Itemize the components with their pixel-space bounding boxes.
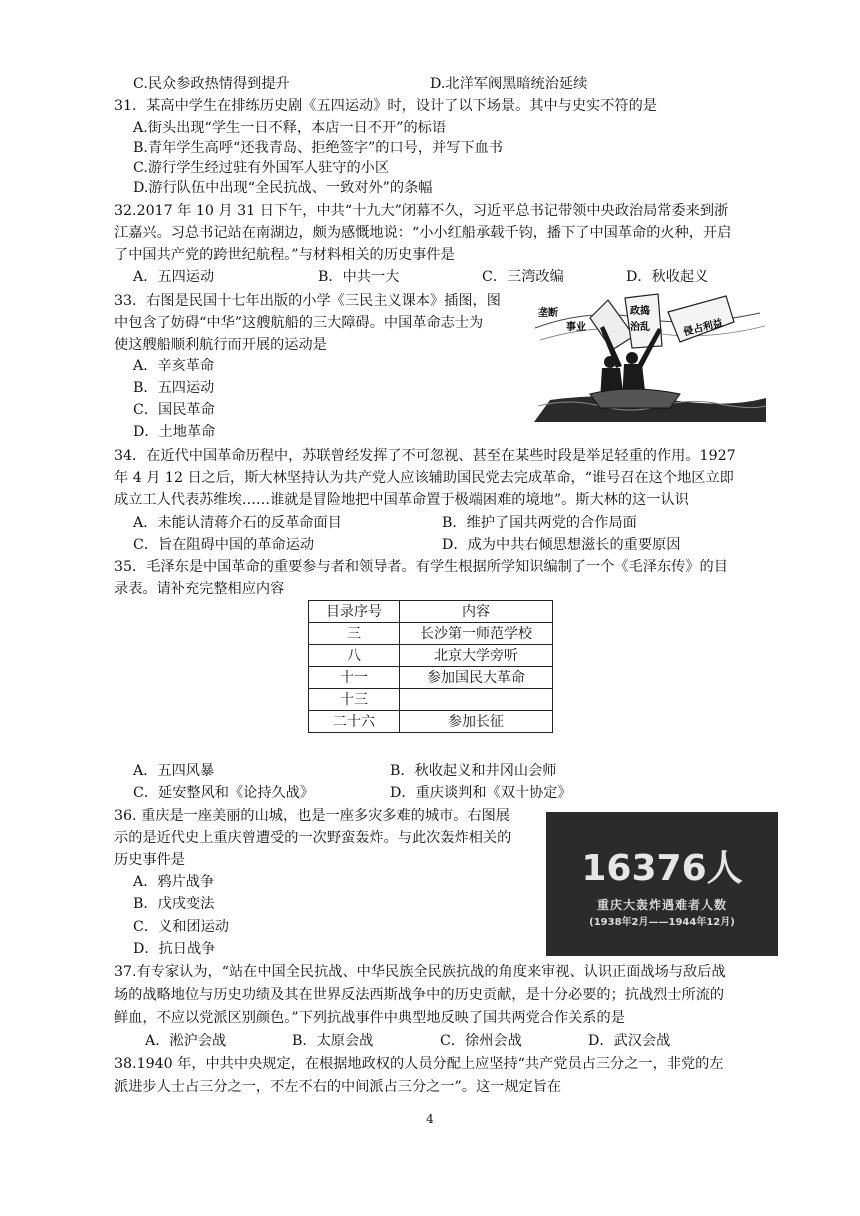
table-row [309,667,553,689]
q34-option-a: A．未能认清蒋介石的反革命面目 [133,515,342,531]
q32-line-1: 32.2017 年 10 月 31 日下午，中共“十九大”闭幕不久，习近平总书记带领中央政治局常委来到浙 [114,203,729,219]
table-cell-blank [400,689,553,711]
q32-option-c: C．三湾改编 [482,269,564,285]
q33-line-3: 使这艘船顺利航行而开展的运动是 [114,337,327,353]
table-cell: 三 [309,623,400,645]
victim-count-caption: 重庆大轰炸遇难者人数 [596,898,727,912]
q38-line-1: 38.1940 年，中共中央规定，在根据地政权的人员分配上应坚持“共产党员占三分之一，非党的左 [114,1056,724,1072]
q33-option-c: C．国民革命 [133,402,215,418]
table-row [309,645,553,667]
victim-count: 16376人 [581,848,743,889]
table-cell: 参加长征 [400,711,553,733]
q36-line-2: 示的是近代史上重庆曾遭受的一次野蛮轰炸。与此次轰炸相关的 [114,830,512,846]
table-cell: 十一 [309,667,400,689]
table-row [309,623,553,645]
q34-option-d: D．成为中共右倾思想滋长的重要原因 [442,537,681,553]
q31-stem: 31．某高中学生在排练历史剧《五四运动》时，设计了以下场景。其中与史实不符的是 [114,98,657,114]
q38-line-2: 派进步人士占三分之一，不左不右的中间派占三分之一”。这一规定旨在 [114,1079,562,1095]
q34-line-1: 34．在近代中国革命历程中，苏联曾经发挥了不可忽视、甚至在某些时段是举足轻重的作用。1927 [114,448,736,464]
q32-option-a: A．五四运动 [133,269,215,285]
q33-option-b: B．五四运动 [133,380,215,396]
q33-option-a: A．辛亥革命 [133,358,215,374]
figure-label-business: 事业 [566,322,586,333]
q36-option-a: A．鸦片战争 [133,874,215,890]
q37-line-2: 场的战略地位与历史功绩及其在世界反法西斯战争中的历史贡献，是十分必要的；抗战烈士所流的 [114,987,725,1003]
q33-line-1: 33．右图是民国十七年出版的小学《三民主义课本》插图，图 [114,293,501,309]
q37-line-3: 鲜血，不应以党派区别颜色。”下列抗战事件中典型地反映了国共两党合作关系的是 [114,1010,625,1026]
q33-textbook-illustration [530,288,770,422]
victim-count-dates: (1938年2月——1944年12月) [589,917,735,928]
q34-option-b: B．维护了国共两党的合作局面 [442,515,637,531]
q36-option-d: D．抗日战争 [133,941,216,957]
q30-option-d: D.北洋军阀黑暗统治延续 [430,76,588,92]
chongqing-bombing-image [546,812,778,956]
q34-line-3: 成立工人代表苏维埃……谁就是冒险地把中国革命置于极端困难的境地”。斯大林的这一认识 [114,492,689,508]
figure-label-interests: 侵占利益 [682,317,724,339]
table-header-cell: 内容 [400,601,553,623]
q36-option-b: B．戊戌变法 [133,896,215,912]
q35-option-d: D．重庆谈判和《双十协定》 [390,785,572,801]
table-row [309,689,553,711]
q36-line-1: 36. 重庆是一座美丽的山城，也是一座多灾多难的城市。右图展 [114,808,510,824]
table-cell: 北京大学旁听 [400,645,553,667]
figure-label-monopoly: 垄断 [538,308,558,319]
q35-option-c: C．延安整风和《论持久战》 [133,785,315,801]
figure-label-politics: 政捣 [630,306,650,317]
q35-line-2: 录表。请补充完整相应内容 [114,581,285,597]
q32-option-b: B．中共一大 [318,269,400,285]
q32-line-3: 了中国共产党的跨世纪航程。”与材料相关的历史事件是 [114,247,455,263]
table-row [309,711,553,733]
q34-option-c: C．旨在阻碍中国的革命运动 [133,537,315,553]
q31-option-d: D.游行队伍中出现“全民抗战、一致对外”的条幅 [133,180,433,196]
q34-line-2: 年 4 月 12 日之后，斯大林坚持认为共产党人应该辅助国民党去完成革命，“谁号召在这个地区立即 [114,470,734,486]
table-cell: 参加国民大革命 [400,667,553,689]
q32-option-d: D．秋收起义 [626,269,709,285]
q37-option-c: C．徐州会战 [440,1033,522,1049]
q33-option-d: D．土地革命 [133,424,216,440]
q36-line-3: 历史事件是 [114,852,185,868]
table-header-cell: 目录序号 [309,601,400,623]
q35-option-b: B．秋收起义和井冈山会师 [390,763,557,779]
table-cell: 八 [309,645,400,667]
q35-line-1: 35．毛泽东是中国革命的重要参与者和领导者。有学生根据所学知识编制了一个《毛泽东传》的目 [114,559,728,575]
q31-option-a: A.街头出现“学生一日不释，本店一日不开”的标语 [133,120,447,136]
q33-line-2: 中包含了妨碍“中华”这艘航船的三大障碍。中国革命志士为 [114,315,484,331]
table-cell: 二十六 [309,711,400,733]
q36-option-c: C．义和团运动 [133,919,229,935]
figure-label-chaos: 治乱 [630,322,650,333]
q37-option-d: D．武汉会战 [588,1033,671,1049]
q37-option-a: A．淞沪会战 [145,1033,227,1049]
table-cell: 十三 [309,689,400,711]
table-cell: 长沙第一师范学校 [400,623,553,645]
q32-line-2: 江嘉兴。习总书记站在南湖边，颇为感慨地说：“小小红船承载千钧，播下了中国革命的火种，开启 [114,225,732,241]
table-header-row [309,601,553,623]
q31-option-b: B.青年学生高呼“还我青岛、拒绝签字”的口号，并写下血书 [133,140,503,156]
q35-option-a: A．五四风暴 [133,763,215,779]
q31-option-c: C.游行学生经过驻有外国军人驻守的小区 [133,160,390,176]
q37-line-1: 37.有专家认为，“站在中国全民抗战、中华民族全民族抗战的角度来审视、认识正面战场与敌后战 [114,964,726,980]
q37-option-b: B．太原会战 [292,1033,374,1049]
page-number: 4 [426,1112,434,1126]
mao-biography-toc-table [308,600,553,733]
q30-option-c: C.民众参政热情得到提升 [133,76,290,92]
